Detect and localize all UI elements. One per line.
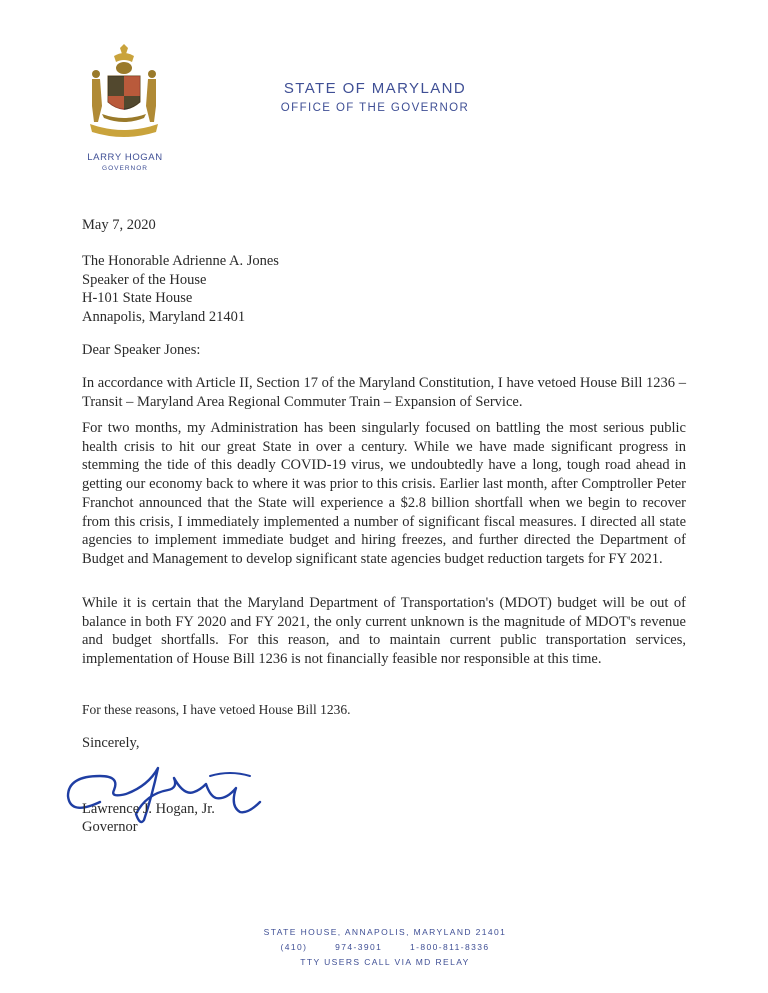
body-paragraph-2: For two months, my Administration has been singularly focused on battling the most serious public health crisis to hit our great State in over a century. While we have made significant progress in stemming the tide of this deadly COVID-19 virus, we undoubtedly have a long, tough road ahead in getting our economy back to where it was prior to this crisis. Earlier last month, after Comptroller Peter Franchot announced that the State will experience a $2.8 billion shortfall when we begin to recover from this crisis, I immediately implemented a number of significant fiscal measures. I directed all state agencies to implement immediate budget and hiring freezes, and further directed the Department of Budget and Management to develop significant state agencies budget reduction targets for FY 2021.: [82, 420, 686, 567]
letterhead-state: STATE OF MARYLAND: [283, 80, 467, 97]
footer-tty: TTY USERS CALL VIA MD RELAY: [300, 957, 470, 967]
governor-title: GOVERNOR: [102, 165, 148, 172]
recipient-line: Speaker of the House: [82, 271, 207, 288]
governor-name: LARRY HOGAN: [87, 152, 163, 163]
closing: Sincerely,: [82, 735, 140, 751]
recipient-address: [82, 252, 279, 326]
body-paragraph-3: While it is certain that the Maryland Department of Transportation's (MDOT) budget will be out of balance in both FY 2020 and FY 2021, the only current unknown is the magnitude of MDOT's revenue and budget shortfalls. For this reason, and to maintain current public transportation services, implementation of House Bill 1236 is not financially feasible nor responsible at this time.: [82, 595, 686, 668]
recipient-line: H-101 State House: [82, 290, 193, 307]
footer-phones: (410) 974-3901 1-800-811-8336: [280, 942, 490, 952]
signer-title: Governor: [82, 819, 138, 835]
footer-address: STATE HOUSE, ANNAPOLIS, MARYLAND 21401: [263, 927, 507, 937]
recipient-line: The Honorable Adrienne A. Jones: [82, 253, 279, 269]
recipient-line: Annapolis, Maryland 21401: [82, 308, 246, 325]
letter-date: May 7, 2020: [82, 217, 156, 233]
signer-name: Lawrence J. Hogan, Jr.: [82, 801, 215, 817]
maryland-state-seal: [82, 44, 166, 144]
salutation: Dear Speaker Jones:: [82, 342, 201, 358]
letterhead-office: OFFICE OF THE GOVERNOR: [280, 102, 470, 114]
body-paragraph-4: For these reasons, I have vetoed House Bill 1236.: [82, 702, 351, 717]
body-paragraph-1: In accordance with Article II, Section 17 of the Maryland Constitution, I have vetoed House Bill 1236 – Transit – Maryland Area Regional Commuter Train – Expansion of Service.: [82, 375, 686, 410]
